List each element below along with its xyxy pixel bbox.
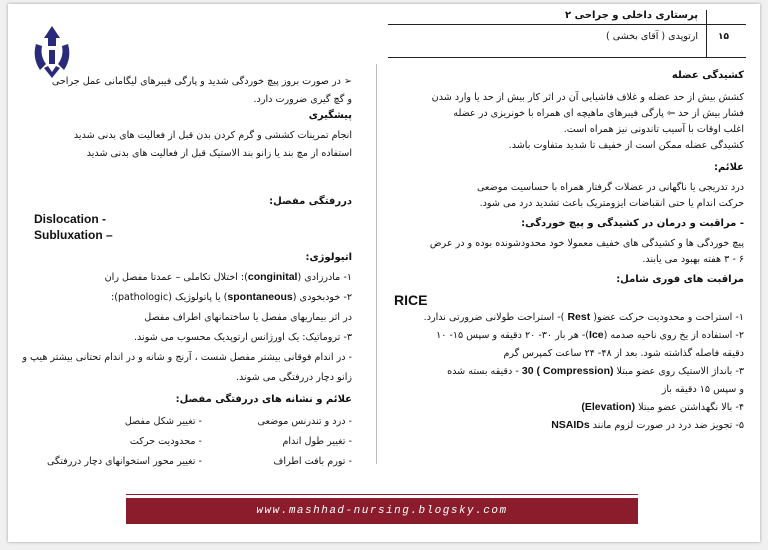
symptom-item: - تغییر طول اندام [282,436,352,447]
immediate-care-heading: مراقبت های فوری شامل: [616,274,744,285]
symptom-item: - درد و تندرنس موضعی [257,416,352,427]
care-line: ۶ - ۳ هفته بهبود می یابند. [642,254,744,265]
university-logo-icon [30,24,74,80]
muscle-strain-line: کشیدگی عضله ممکن است از خفیف تا شدید متفاوت باشد. [508,140,744,151]
signs-line: درد تدریجی یا ناگهانی در عضلات گرفتار همراه با حساسیت موضعی [476,182,744,193]
muscle-strain-line: فشار بیش از حد ⇦ پارگی فیبرهای ماهیچه ای همراه با خونریزی در عضله [453,108,744,119]
etiology-line: - در اندام فوقانی بیشتر مفصل شست ، آرنج و شانه و در اندام تحتانی بیشتر هیپ و [22,352,352,363]
prevention-heading: پیشگیری [308,110,352,121]
muscle-strain-line: اغلب اوقات با آسیب تاندونی نیز همراه است. [563,124,744,135]
immediate-item: ۵- تجویز ضد درد در صورت لزوم مانند NSAIDs [551,419,744,431]
etiology-heading: اتیولوژی: [305,252,352,263]
immediate-item: ۲- استفاده از یخ روی ناحیه صدمه (Ice)- هر بار ۳۰- ۲۰ دقیقه و سپس ۱۵- ۱۰ [436,329,744,341]
care-line: پیچ خوردگی ها و کشیدگی های خفیف معمولا خود محدودشونده بوده و در عرض [429,238,744,249]
header-rule [388,24,746,25]
column-divider [376,64,377,464]
etiology-line: ۱- مادرزادی (conginital): اختلال تکاملی – عمدتا مفصل ران [104,271,352,283]
footer-url: www.mashhad-nursing.blogsky.com [256,505,508,517]
prevention-line: انجام تمرینات کششی و گرم کردن بدن قبل از فعالیت های بدنی شدید [73,130,352,141]
subluxation-term: Subluxation – [34,228,113,242]
symptoms-heading: علائم و نشانه های دررفتگی مفصل: [175,394,352,405]
header-subtitle: ارتوپدی ( آقای بخشی ) [605,31,698,42]
immediate-item: دقیقه فاصله گذاشته شود. بعد از ۴۸- ۲۴ ساعت کمپرس گرم [503,348,744,359]
etiology-line: ۳- تروماتیک: یک اورژانس ارتوپدیک محسوب می شوند. [133,332,352,343]
dislocation-heading: دررفتگی مفصل: [269,196,352,207]
muscle-strain-line: کشش بیش از حد عضله و غلاف فاشیایی آن در اثر کار بیش از حد یا وارد شدن [431,92,744,103]
header-bottom-rule [388,57,746,58]
header-title: پرستاری داخلی و جراحی ۲ [565,10,698,21]
etiology-line: زانو دچار دررفتگی می شوند. [235,372,352,383]
prevention-line: استفاده از مچ بند یا زانو بند الاستیک قبل از فعالیت های بدنی شدید [86,148,352,159]
immediate-item: ۱- استراحت و محدودیت حرکت عضو( Rest )- استراحت طولانی ضرورتی ندارد. [423,311,744,323]
care-heading: - مراقبت و درمان در کشیدگی و پیچ خوردگی: [521,218,744,229]
immediate-item: ۳- بانداژ الاستیک روی عضو مبتلا (Compression ) 30 - دقیقه بسته شده [447,365,744,377]
signs-line: حرکت اندام یا حتی انقباضات ایزومتریک باعث تشدید درد می شود. [479,198,744,209]
immediate-item: ۴- بالا نگهداشتن عضو مبتلا (Elevation) [581,401,744,413]
footer-rule [126,494,638,495]
footer-banner [126,498,638,524]
etiology-line: در اثر بیماریهای مفصل یا ساختمانهای اطراف مفصل [144,312,352,323]
symptom-item: - محدودیت حرکت [129,436,202,447]
muscle-strain-heading: کشیدگی عضله [671,70,744,81]
symptom-item: - تورم بافت اطراف [273,456,352,467]
immediate-item: و سپس ۱۵ دقیقه باز [661,384,744,395]
page-number: ۱۵ [718,32,729,42]
document-page [8,4,760,542]
symptom-item: - تغییر شکل مفصل [124,416,202,427]
signs-heading: علائم: [713,162,744,173]
symptom-item: - تغییر محور استخوانهای دچار دررفتگی [46,456,202,467]
intro-line: ➢ در صورت بروز پیچ خوردگی شدید و پارگی فیبرهای لیگامانی عمل جراحی [51,76,352,87]
etiology-line: ۲- خودبخودی (spontaneous) یا پاتولوژیک (pathologic): [110,291,352,303]
intro-line: و گچ گیری ضرورت دارد. [253,94,352,105]
header-vertical-rule [706,10,707,58]
rice-label: RICE [394,292,428,308]
dislocation-term: Dislocation - [34,212,107,226]
